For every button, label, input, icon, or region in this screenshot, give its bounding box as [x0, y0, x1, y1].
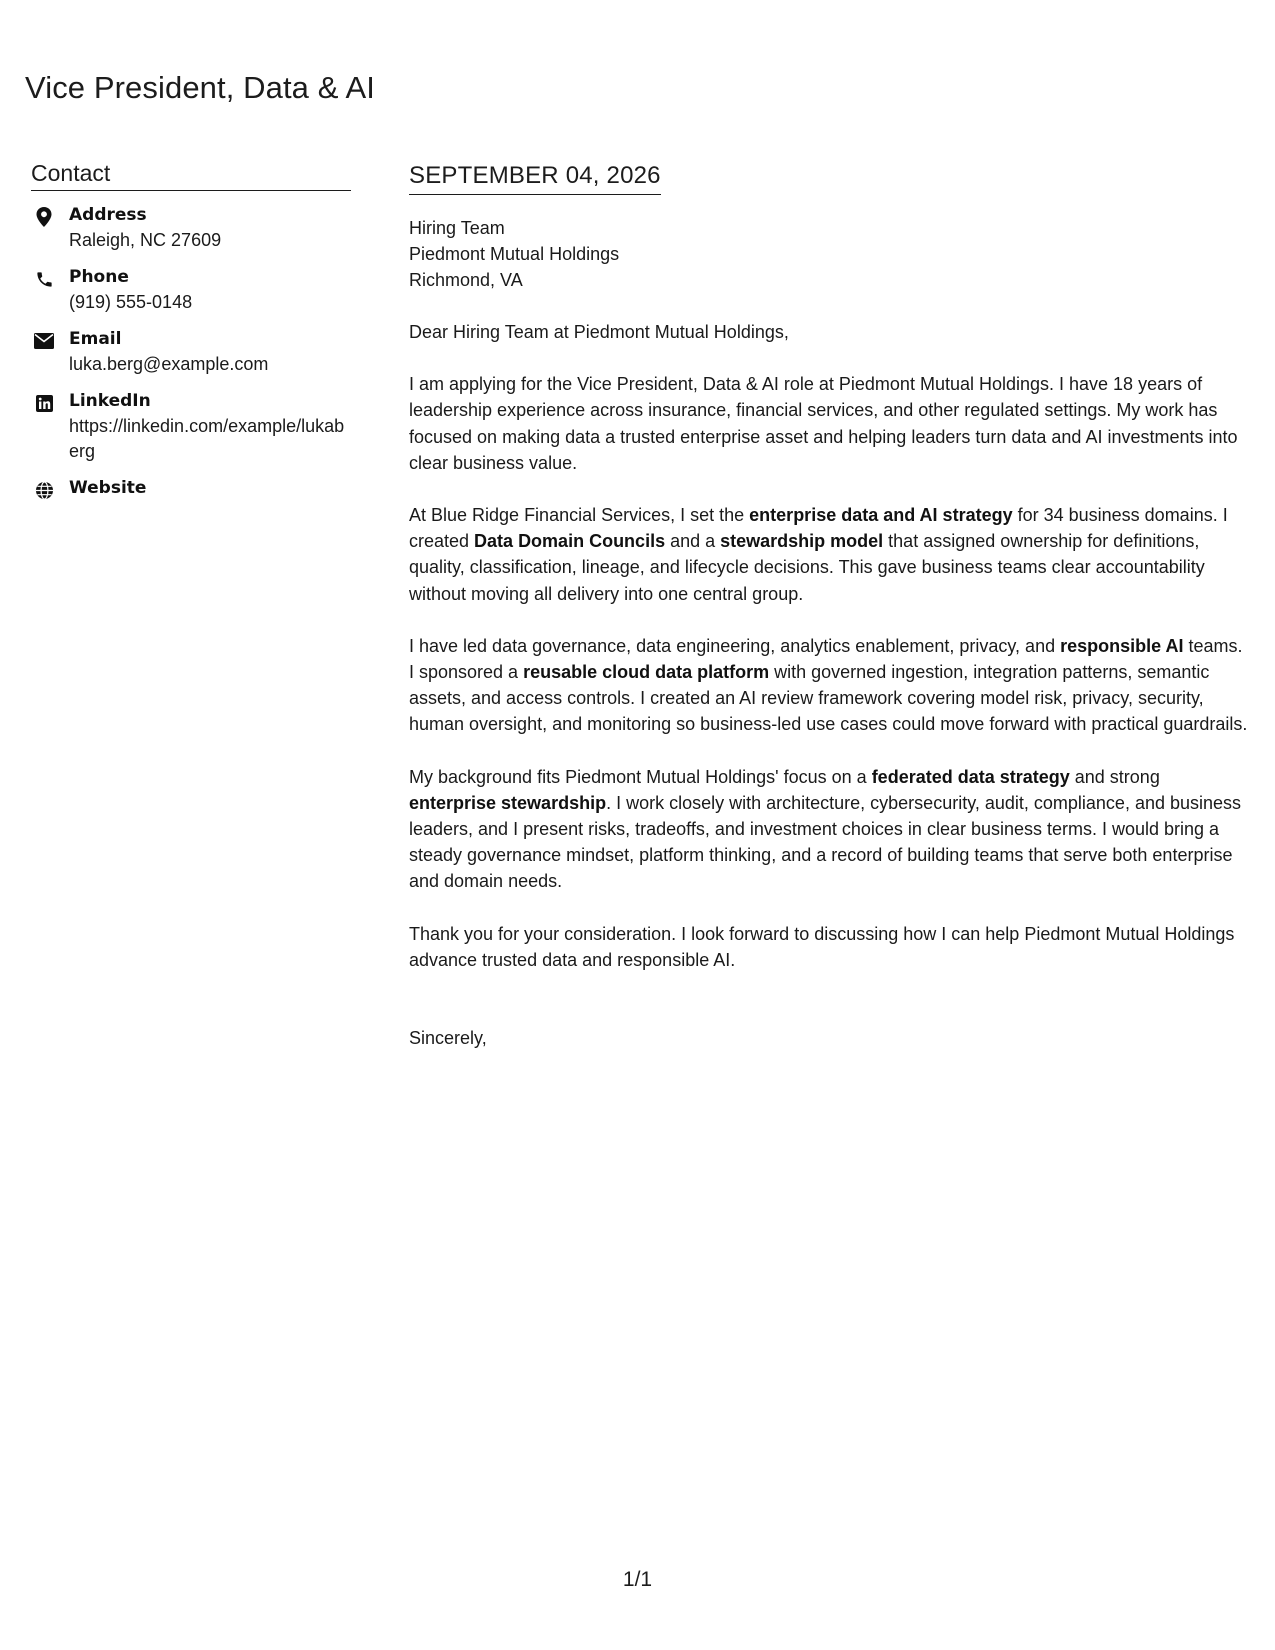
paragraph-text: My background fits Piedmont Mutual Holdings' focus on a [409, 766, 872, 787]
contact-label: Website [69, 478, 147, 498]
contact-label: Phone [69, 267, 129, 287]
body-paragraph [409, 633, 1251, 738]
emphasis-text: enterprise data and AI strategy [749, 505, 1013, 526]
salutation: Dear Hiring Team at Piedmont Mutual Holdings, [409, 322, 789, 342]
closing: Sincerely, [409, 1028, 487, 1049]
emphasis-text: Data Domain Councils [474, 531, 666, 552]
phone-value: (919) 555-0148 [69, 292, 193, 312]
body-paragraph [409, 921, 1251, 973]
contact-item-email [31, 327, 351, 377]
page-title: Vice President, Data & AI [25, 70, 376, 105]
globe-icon [32, 478, 56, 502]
contact-item-linkedin [31, 389, 351, 464]
contact-item-phone [31, 265, 351, 315]
contact-list [31, 203, 351, 502]
contact-label: LinkedIn [69, 391, 151, 411]
contact-item-address [31, 203, 351, 253]
paragraph-text: At Blue Ridge Financial Services, I set the [409, 505, 750, 526]
emphasis-text: enterprise stewardship [409, 792, 607, 813]
letter-body [409, 371, 1251, 973]
paragraph-text: Thank you for your consideration. I look forward to discussing how I can help Piedmont Mutual Holdings advance trusted data and responsible AI. [409, 923, 1235, 970]
body-paragraph [409, 764, 1251, 895]
body-paragraph [409, 502, 1251, 607]
paragraph-text: teams. I sponsored a [409, 635, 1243, 683]
recipient-company: Piedmont Mutual Holdings [409, 244, 620, 264]
envelope-icon [32, 329, 56, 353]
body-paragraph [409, 371, 1251, 476]
cover-letter [409, 162, 1251, 1051]
address-value: Raleigh, NC 27609 [69, 230, 222, 250]
recipient-location: Richmond, VA [409, 270, 523, 290]
linkedin-value[interactable]: https://linkedin.com/example/lukaberg [69, 416, 345, 461]
page-number: 1/1 [622, 1568, 653, 1591]
paragraph-text: for 34 business domains. I created [409, 505, 1228, 552]
paragraph-text: I am applying for the Vice President, Data & AI role at Piedmont Mutual Holdings. I have 18 years of leadership experience across insurance, financial services, and other regulated settings. My work has focused on making data a trusted enterprise asset and helping leaders turn data and AI investments into clear business value. [409, 374, 1238, 473]
recipient-name: Hiring Team [409, 218, 505, 238]
phone-icon [32, 267, 56, 291]
paragraph-text: and strong [1069, 766, 1160, 787]
contact-label: Address [69, 205, 147, 225]
emphasis-text: stewardship model [720, 531, 884, 552]
contact-heading: Contact [31, 160, 351, 191]
contact-label: Email [69, 329, 122, 349]
emphasis-text: reusable cloud data platform [523, 662, 770, 683]
paragraph-text: . I work closely with architecture, cybersecurity, audit, compliance, and business leaders, and I present risks, tradeoffs, and investment choices in clear business terms. I would bring a steady governance mindset, platform thinking, and a record of building teams that serve both enterprise and domain needs. [409, 792, 1242, 892]
map-pin-icon [32, 205, 56, 229]
contact-item-website [31, 476, 351, 502]
linkedin-icon [32, 391, 56, 415]
paragraph-text: and a [665, 531, 721, 552]
paragraph-text: I have led data governance, data engineering, analytics enablement, privacy, and [409, 635, 1061, 656]
emphasis-text: federated data strategy [871, 766, 1070, 787]
email-value[interactable]: luka.berg@example.com [69, 354, 269, 374]
paragraph-text: with governed ingestion, integration patterns, semantic assets, and access controls. I created an AI review framework covering model risk, privacy, security, human oversight, and monitoring so business-led use cases could move forward with practical guardrails. [409, 662, 1248, 735]
paragraph-text: that assigned ownership for definitions, quality, classification, lineage, and lifecycle decisions. This gave business teams clear accountability without moving all delivery into one central group. [409, 531, 1205, 604]
emphasis-text: responsible AI [1060, 635, 1184, 656]
letter-date: SEPTEMBER 04, 2026 [409, 162, 661, 195]
contact-sidebar [31, 160, 351, 514]
recipient-block [409, 215, 1251, 293]
